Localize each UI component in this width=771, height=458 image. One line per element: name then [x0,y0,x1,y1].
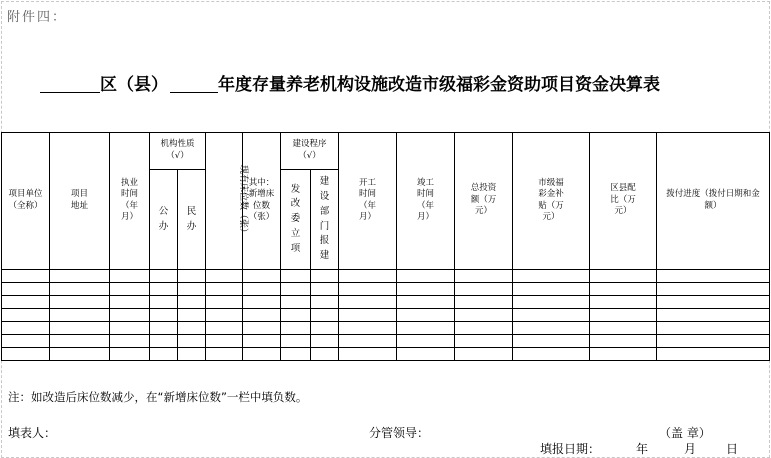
table-cell[interactable] [513,348,590,361]
budget-table [1,132,770,361]
table-row [2,348,770,361]
table-cell[interactable] [455,322,513,335]
table-cell[interactable] [150,335,178,348]
table-cell[interactable] [110,348,150,361]
date-day: 日 [726,442,739,456]
header-procedure-build: 建设部门报建 [311,170,339,270]
table-cell[interactable] [178,309,206,322]
table-cell[interactable] [178,283,206,296]
table-cell[interactable] [110,283,150,296]
table-cell[interactable] [311,335,339,348]
table-cell[interactable] [590,296,657,309]
table-cell[interactable] [513,335,590,348]
table-cell[interactable] [339,283,397,296]
header-opening-time: 执业时间（年月） [110,133,150,270]
date-label: 填报日期： [540,442,601,456]
table-cell[interactable] [339,270,397,283]
table-cell[interactable] [455,309,513,322]
table-cell[interactable] [657,270,770,283]
table-cell[interactable] [178,335,206,348]
table-cell[interactable] [339,322,397,335]
table-cell[interactable] [339,309,397,322]
table-cell[interactable] [657,283,770,296]
table-cell[interactable] [50,296,110,309]
header-procedure-dev: 发改委立项 [281,170,311,270]
table-cell[interactable] [311,296,339,309]
table-cell[interactable] [243,348,281,361]
table-cell[interactable] [50,283,110,296]
table-cell[interactable] [150,270,178,283]
table-cell[interactable] [150,348,178,361]
header-payment-progress: 拨付进度（拨付日期和金额） [657,133,770,270]
title-part1: 区（县） [100,75,168,95]
table-cell[interactable] [2,335,50,348]
table-cell[interactable] [339,335,397,348]
header-org-private: 民办 [178,170,206,270]
table-cell[interactable] [206,296,243,309]
table-cell[interactable] [110,322,150,335]
table-cell[interactable] [590,309,657,322]
table-cell[interactable] [281,270,311,283]
title-part2: 年度存量养老机构设施改造市级福彩金资助项目资金决算表 [218,75,660,95]
table-cell[interactable] [311,348,339,361]
table-cell[interactable] [150,283,178,296]
table-cell[interactable] [311,309,339,322]
table-cell[interactable] [243,322,281,335]
table-cell[interactable] [2,309,50,322]
seal-label: （盖 章） [659,426,711,440]
table-cell[interactable] [243,283,281,296]
table-cell[interactable] [206,283,243,296]
header-org-nature: 机构性质（√） [150,133,206,170]
table-cell[interactable] [206,335,243,348]
table-row [2,335,770,348]
table-cell[interactable] [110,270,150,283]
table-cell[interactable] [178,348,206,361]
header-district-match: 区县配比（万元） [590,133,657,270]
table-cell[interactable] [2,270,50,283]
table-cell[interactable] [397,322,455,335]
table-cell[interactable] [339,348,397,361]
table-cell[interactable] [590,270,657,283]
table-cell[interactable] [243,270,281,283]
table-cell[interactable] [397,348,455,361]
table-cell[interactable] [657,322,770,335]
table-cell[interactable] [397,296,455,309]
table-cell[interactable] [455,348,513,361]
header-project-unit: 项目单位（全称） [2,133,50,270]
table-cell[interactable] [178,322,206,335]
table-cell[interactable] [513,283,590,296]
table-cell[interactable] [150,296,178,309]
table-cell[interactable] [281,296,311,309]
table-cell[interactable] [657,309,770,322]
table-cell[interactable] [2,283,50,296]
header-total-investment: 总投资额（万元） [455,133,513,270]
table-row [2,270,770,283]
table-cell[interactable] [455,296,513,309]
table-cell[interactable] [50,322,110,335]
header-finish-time: 竣工时间（年月） [397,133,455,270]
filler-label: 填表人： [8,426,57,440]
table-cell[interactable] [590,335,657,348]
table-cell[interactable] [2,322,50,335]
header-org-public: 公办 [150,170,178,270]
header-procedure: 建设程序（√） [281,133,339,170]
table-cell[interactable] [281,348,311,361]
table-row [2,322,770,335]
table-cell[interactable] [513,309,590,322]
table-cell[interactable] [50,348,110,361]
table-cell[interactable] [281,335,311,348]
table-cell[interactable] [2,348,50,361]
table-cell[interactable] [110,335,150,348]
table-cell[interactable] [455,270,513,283]
table-cell[interactable] [50,335,110,348]
header-lottery-subsidy: 市级福彩金补贴（万元） [513,133,590,270]
table-cell[interactable] [150,322,178,335]
table-cell[interactable] [397,309,455,322]
table-cell[interactable] [150,309,178,322]
table-cell[interactable] [455,283,513,296]
table-cell[interactable] [513,270,590,283]
table-cell[interactable] [397,270,455,283]
table-cell[interactable] [50,309,110,322]
header-existing-beds: 现有床位数（张） [206,133,243,270]
table-cell[interactable] [2,296,50,309]
date-month: 月 [684,442,697,456]
table-cell[interactable] [311,270,339,283]
table-cell[interactable] [657,348,770,361]
header-new-beds: 其中：新增床位数（张） [243,133,281,270]
table-cell[interactable] [281,309,311,322]
table-cell[interactable] [206,309,243,322]
table-cell[interactable] [206,270,243,283]
attachment-label: 附件四： [7,10,68,25]
leader-label: 分管领导： [369,426,430,440]
table-cell[interactable] [178,296,206,309]
table-cell[interactable] [243,309,281,322]
table-cell[interactable] [281,322,311,335]
header-project-address: 项目地址 [50,133,110,270]
table-cell[interactable] [397,283,455,296]
table-cell[interactable] [110,296,150,309]
table-cell[interactable] [339,296,397,309]
table-cell[interactable] [281,283,311,296]
table-cell[interactable] [590,283,657,296]
table-cell[interactable] [455,335,513,348]
table-row [2,296,770,309]
table-cell[interactable] [397,335,455,348]
table-cell[interactable] [590,348,657,361]
table-row [2,283,770,296]
table-cell[interactable] [513,296,590,309]
page-title [40,70,660,95]
table-cell[interactable] [657,296,770,309]
table-cell[interactable] [590,322,657,335]
header-start-time: 开工时间（年月） [339,133,397,270]
table-cell[interactable] [243,335,281,348]
district-blank[interactable] [40,75,100,93]
table-cell[interactable] [206,322,243,335]
table-cell[interactable] [311,322,339,335]
table-cell[interactable] [311,283,339,296]
table-cell[interactable] [50,270,110,283]
table-cell[interactable] [110,309,150,322]
table-cell[interactable] [243,296,281,309]
table-cell[interactable] [513,322,590,335]
date-year: 年 [636,442,649,456]
table-cell[interactable] [178,270,206,283]
table-cell[interactable] [657,335,770,348]
form-note: 注：如改造后床位数减少，在“新增床位数”一栏中填负数。 [8,390,308,404]
table-cell[interactable] [206,348,243,361]
table-row [2,309,770,322]
year-blank[interactable] [170,75,218,93]
